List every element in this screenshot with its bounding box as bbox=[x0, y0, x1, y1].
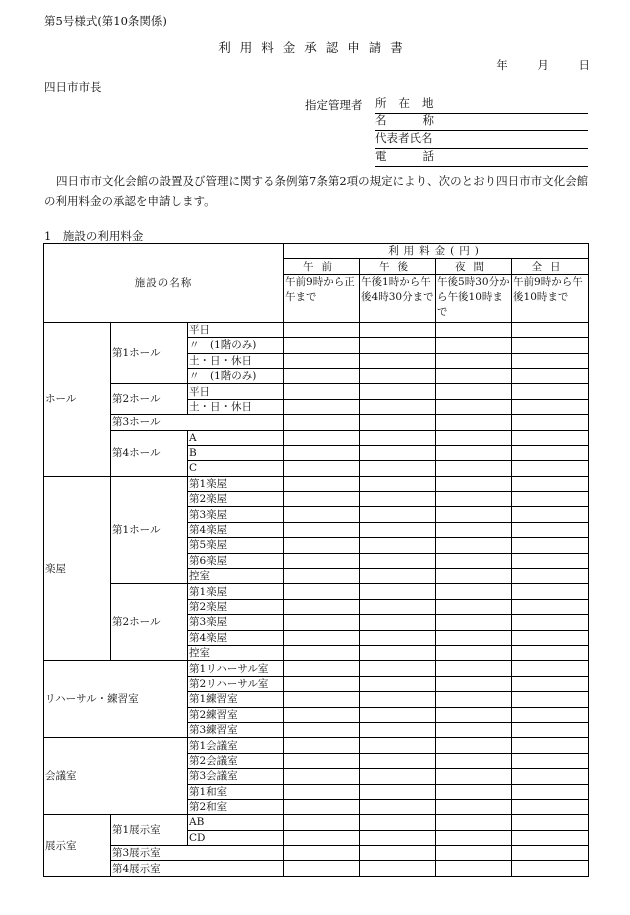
subcategory-dressing-hall1: 第1ホール bbox=[111, 476, 188, 584]
fee-cell[interactable] bbox=[360, 599, 436, 614]
fee-cell[interactable] bbox=[512, 830, 589, 845]
fee-cell[interactable] bbox=[284, 569, 360, 584]
fee-cell[interactable] bbox=[436, 507, 512, 522]
fee-cell[interactable] bbox=[360, 430, 436, 445]
item-label: 第4楽屋 bbox=[188, 522, 284, 537]
item-label: 第3会議室 bbox=[188, 769, 284, 784]
fee-cell[interactable] bbox=[360, 538, 436, 553]
name-field[interactable] bbox=[375, 113, 588, 131]
form-number: 第5号様式(第10条関係) bbox=[44, 14, 167, 28]
fee-cell[interactable] bbox=[436, 599, 512, 614]
representative-label: 代表者氏名 bbox=[375, 131, 433, 145]
fee-cell[interactable] bbox=[512, 645, 589, 660]
fee-cell[interactable] bbox=[284, 615, 360, 630]
item-label: 第1和室 bbox=[188, 784, 284, 799]
category-rehearsal: リハーサル・練習室 bbox=[44, 661, 188, 738]
fee-cell[interactable] bbox=[512, 415, 589, 430]
fee-cell[interactable] bbox=[284, 507, 360, 522]
fee-cell[interactable] bbox=[436, 338, 512, 353]
address-field[interactable] bbox=[375, 96, 588, 114]
fee-cell[interactable] bbox=[436, 784, 512, 799]
fee-cell[interactable] bbox=[512, 430, 589, 445]
item-label: 第1リハーサル室 bbox=[188, 661, 284, 676]
fee-cell[interactable] bbox=[284, 722, 360, 737]
fee-cell[interactable] bbox=[436, 815, 512, 830]
fee-cell[interactable] bbox=[512, 599, 589, 614]
fee-cell[interactable] bbox=[360, 861, 436, 876]
fee-cell[interactable] bbox=[360, 830, 436, 845]
fee-cell[interactable] bbox=[284, 630, 360, 645]
fee-cell[interactable] bbox=[360, 399, 436, 414]
fee-cell[interactable] bbox=[512, 492, 589, 507]
period-morning-desc: 午前9時から正午まで bbox=[284, 274, 360, 322]
fee-cell[interactable] bbox=[284, 338, 360, 353]
item-label: 平日 bbox=[188, 384, 284, 399]
addressee: 四日市市長 bbox=[44, 80, 102, 94]
fee-cell[interactable] bbox=[512, 338, 589, 353]
phone-field[interactable] bbox=[375, 149, 588, 167]
subcategory-hall1: 第1ホール bbox=[111, 322, 188, 384]
fee-cell[interactable] bbox=[360, 507, 436, 522]
fee-cell[interactable] bbox=[360, 799, 436, 814]
fee-cell[interactable] bbox=[512, 399, 589, 414]
item-label: B bbox=[188, 445, 284, 460]
fee-cell[interactable] bbox=[360, 692, 436, 707]
fee-cell[interactable] bbox=[512, 353, 589, 368]
item-label: A bbox=[188, 430, 284, 445]
fee-cell[interactable] bbox=[512, 769, 589, 784]
fee-cell[interactable] bbox=[284, 861, 360, 876]
fee-cell[interactable] bbox=[436, 738, 512, 753]
item-label: 第1会議室 bbox=[188, 738, 284, 753]
fee-cell[interactable] bbox=[512, 538, 589, 553]
period-afternoon: 午後 bbox=[360, 259, 436, 274]
fee-cell[interactable] bbox=[284, 769, 360, 784]
item-label: 〃 (1階のみ) bbox=[188, 368, 284, 383]
fee-cell[interactable] bbox=[512, 630, 589, 645]
fee-cell[interactable] bbox=[512, 861, 589, 876]
item-label: 平日 bbox=[188, 322, 284, 337]
fee-cell[interactable] bbox=[284, 415, 360, 430]
fee-cell[interactable] bbox=[512, 615, 589, 630]
fee-cell[interactable] bbox=[436, 692, 512, 707]
fee-cell[interactable] bbox=[284, 492, 360, 507]
fee-table bbox=[43, 243, 589, 877]
period-morning: 午前 bbox=[284, 259, 360, 274]
fee-cell[interactable] bbox=[512, 799, 589, 814]
fee-cell[interactable] bbox=[284, 522, 360, 537]
fee-cell[interactable] bbox=[284, 815, 360, 830]
date-day: 日 bbox=[578, 58, 590, 72]
fee-cell[interactable] bbox=[360, 492, 436, 507]
period-allday-desc: 午前9時から午後10時まで bbox=[512, 274, 589, 322]
fee-cell[interactable] bbox=[360, 753, 436, 768]
item-label: 第2練習室 bbox=[188, 707, 284, 722]
fee-cell[interactable] bbox=[284, 799, 360, 814]
fee-cell[interactable] bbox=[436, 645, 512, 660]
fee-cell[interactable] bbox=[436, 353, 512, 368]
manager-label: 指定管理者 bbox=[305, 98, 363, 112]
item-label: C bbox=[188, 461, 284, 476]
fee-cell[interactable] bbox=[436, 769, 512, 784]
fee-cell[interactable] bbox=[436, 322, 512, 337]
period-allday: 全日 bbox=[512, 259, 589, 274]
fee-cell[interactable] bbox=[436, 722, 512, 737]
fee-cell[interactable] bbox=[360, 676, 436, 691]
fee-cell[interactable] bbox=[436, 846, 512, 861]
fee-cell[interactable] bbox=[512, 553, 589, 568]
fee-cell[interactable] bbox=[512, 476, 589, 491]
item-label: 第1楽屋 bbox=[188, 476, 284, 491]
fee-cell[interactable] bbox=[284, 476, 360, 491]
fee-cell[interactable] bbox=[436, 461, 512, 476]
fee-cell[interactable] bbox=[512, 522, 589, 537]
fee-cell[interactable] bbox=[360, 461, 436, 476]
fee-cell[interactable] bbox=[360, 815, 436, 830]
fee-cell[interactable] bbox=[436, 615, 512, 630]
fee-cell[interactable] bbox=[436, 476, 512, 491]
subcategory-exhibit4: 第4展示室 bbox=[111, 861, 284, 876]
fee-cell[interactable] bbox=[436, 399, 512, 414]
item-label: 土・日・休日 bbox=[188, 353, 284, 368]
fee-cell[interactable] bbox=[284, 645, 360, 660]
fee-cell[interactable] bbox=[284, 461, 360, 476]
item-label: 第3楽屋 bbox=[188, 615, 284, 630]
fee-cell[interactable] bbox=[512, 815, 589, 830]
fee-cell[interactable] bbox=[284, 692, 360, 707]
fee-cell[interactable] bbox=[512, 692, 589, 707]
fee-cell[interactable] bbox=[436, 538, 512, 553]
fee-cell[interactable] bbox=[436, 415, 512, 430]
fee-cell[interactable] bbox=[360, 415, 436, 430]
fee-cell[interactable] bbox=[436, 584, 512, 599]
fee-cell[interactable] bbox=[284, 784, 360, 799]
fee-cell[interactable] bbox=[512, 661, 589, 676]
fee-cell[interactable] bbox=[512, 322, 589, 337]
subcategory-hall2: 第2ホール bbox=[111, 384, 188, 415]
fee-cell[interactable] bbox=[512, 707, 589, 722]
fee-cell[interactable] bbox=[360, 353, 436, 368]
item-label: 第3練習室 bbox=[188, 722, 284, 737]
fee-cell[interactable] bbox=[284, 676, 360, 691]
fee-cell[interactable] bbox=[436, 492, 512, 507]
fee-cell[interactable] bbox=[284, 384, 360, 399]
fee-cell[interactable] bbox=[436, 753, 512, 768]
name-label: 名称 bbox=[375, 113, 470, 127]
category-meeting: 会議室 bbox=[44, 738, 188, 815]
fee-cell[interactable] bbox=[360, 738, 436, 753]
fee-cell[interactable] bbox=[436, 445, 512, 460]
item-label: 第2和室 bbox=[188, 799, 284, 814]
fee-cell[interactable] bbox=[284, 753, 360, 768]
fee-cell[interactable] bbox=[360, 569, 436, 584]
fee-cell[interactable] bbox=[284, 538, 360, 553]
item-label: 第2楽屋 bbox=[188, 492, 284, 507]
fee-cell[interactable] bbox=[360, 368, 436, 383]
item-label: 第2リハーサル室 bbox=[188, 676, 284, 691]
category-exhibit: 展示室 bbox=[44, 815, 111, 877]
fee-cell[interactable] bbox=[284, 553, 360, 568]
fee-cell[interactable] bbox=[284, 830, 360, 845]
fee-cell[interactable] bbox=[436, 799, 512, 814]
fee-cell[interactable] bbox=[360, 445, 436, 460]
fee-cell[interactable] bbox=[360, 384, 436, 399]
fee-cell[interactable] bbox=[360, 846, 436, 861]
section-title: 1 施設の利用料金 bbox=[44, 229, 144, 243]
fee-cell[interactable] bbox=[360, 661, 436, 676]
item-label: 第5楽屋 bbox=[188, 538, 284, 553]
item-label: CD bbox=[188, 830, 284, 845]
fee-cell[interactable] bbox=[284, 846, 360, 861]
fee-cell[interactable] bbox=[512, 676, 589, 691]
date-month: 月 bbox=[537, 58, 549, 72]
item-label: 土・日・休日 bbox=[188, 399, 284, 414]
fee-cell[interactable] bbox=[284, 445, 360, 460]
fee-cell[interactable] bbox=[360, 784, 436, 799]
fee-cell[interactable] bbox=[284, 399, 360, 414]
item-label: 控室 bbox=[188, 569, 284, 584]
fee-header: 利用料金(円) bbox=[284, 244, 589, 259]
fee-cell[interactable] bbox=[512, 569, 589, 584]
fee-cell[interactable] bbox=[360, 645, 436, 660]
fee-cell[interactable] bbox=[436, 368, 512, 383]
fee-cell[interactable] bbox=[436, 522, 512, 537]
fee-cell[interactable] bbox=[436, 707, 512, 722]
subcategory-dressing-hall2: 第2ホール bbox=[111, 584, 188, 661]
period-afternoon-desc: 午後1時から午後4時30分まで bbox=[360, 274, 436, 322]
fee-cell[interactable] bbox=[512, 722, 589, 737]
item-label: 第3楽屋 bbox=[188, 507, 284, 522]
item-label: 控室 bbox=[188, 645, 284, 660]
fee-cell[interactable] bbox=[512, 846, 589, 861]
fee-cell[interactable] bbox=[284, 430, 360, 445]
item-label: 〃 (1階のみ) bbox=[188, 338, 284, 353]
fee-cell[interactable] bbox=[360, 338, 436, 353]
fee-cell[interactable] bbox=[512, 784, 589, 799]
fee-cell[interactable] bbox=[512, 584, 589, 599]
representative-field[interactable] bbox=[375, 131, 588, 149]
fee-cell[interactable] bbox=[360, 722, 436, 737]
fee-cell[interactable] bbox=[436, 384, 512, 399]
fee-cell[interactable] bbox=[436, 861, 512, 876]
fee-cell[interactable] bbox=[360, 522, 436, 537]
fee-cell[interactable] bbox=[512, 507, 589, 522]
fee-cell[interactable] bbox=[360, 553, 436, 568]
fee-cell[interactable] bbox=[512, 753, 589, 768]
fee-cell[interactable] bbox=[360, 584, 436, 599]
fee-cell[interactable] bbox=[284, 661, 360, 676]
fee-cell[interactable] bbox=[360, 615, 436, 630]
fee-cell[interactable] bbox=[512, 445, 589, 460]
item-label: 第2会議室 bbox=[188, 753, 284, 768]
document-title: 利用料金承認申請書 bbox=[218, 40, 412, 55]
fee-cell[interactable] bbox=[436, 630, 512, 645]
fee-cell[interactable] bbox=[436, 569, 512, 584]
facility-name-header: 施設の名称 bbox=[44, 244, 284, 323]
category-dressing: 楽屋 bbox=[44, 476, 111, 661]
fee-cell[interactable] bbox=[436, 830, 512, 845]
subcategory-exhibit1: 第1展示室 bbox=[111, 815, 188, 846]
address-label: 所在地 bbox=[375, 96, 446, 110]
item-label: 第4楽屋 bbox=[188, 630, 284, 645]
subcategory-hall3: 第3ホール bbox=[111, 415, 284, 430]
item-label: AB bbox=[188, 815, 284, 830]
period-night: 夜間 bbox=[436, 259, 512, 274]
fee-cell[interactable] bbox=[360, 322, 436, 337]
fee-cell[interactable] bbox=[512, 461, 589, 476]
item-label: 第6楽屋 bbox=[188, 553, 284, 568]
fee-cell[interactable] bbox=[284, 368, 360, 383]
subcategory-exhibit3: 第3展示室 bbox=[111, 846, 284, 861]
fee-cell[interactable] bbox=[284, 599, 360, 614]
item-label: 第2楽屋 bbox=[188, 599, 284, 614]
fee-cell[interactable] bbox=[436, 676, 512, 691]
fee-cell[interactable] bbox=[436, 553, 512, 568]
fee-cell[interactable] bbox=[436, 430, 512, 445]
fee-cell[interactable] bbox=[284, 322, 360, 337]
fee-cell[interactable] bbox=[360, 630, 436, 645]
category-hall: ホール bbox=[44, 322, 111, 476]
fee-cell[interactable] bbox=[512, 738, 589, 753]
item-label: 第1練習室 bbox=[188, 692, 284, 707]
fee-cell[interactable] bbox=[284, 353, 360, 368]
period-night-desc: 午後5時30分から午後10時まで bbox=[436, 274, 512, 322]
fee-cell[interactable] bbox=[284, 707, 360, 722]
fee-cell[interactable] bbox=[360, 769, 436, 784]
fee-cell[interactable] bbox=[360, 707, 436, 722]
date-line bbox=[496, 57, 590, 73]
fee-cell[interactable] bbox=[360, 476, 436, 491]
fee-cell[interactable] bbox=[512, 384, 589, 399]
phone-label: 電話 bbox=[375, 149, 470, 163]
fee-cell[interactable] bbox=[284, 584, 360, 599]
item-label: 第1楽屋 bbox=[188, 584, 284, 599]
body-text: 四日市市文化会館の設置及び管理に関する条例第7条第2項の規定により、次のとおり四日市市文化会館の利用料金の承認を申請します。 bbox=[44, 174, 589, 208]
date-year: 年 bbox=[496, 58, 508, 72]
fee-cell[interactable] bbox=[284, 738, 360, 753]
subcategory-hall4: 第4ホール bbox=[111, 430, 188, 476]
fee-cell[interactable] bbox=[436, 661, 512, 676]
fee-cell[interactable] bbox=[512, 368, 589, 383]
